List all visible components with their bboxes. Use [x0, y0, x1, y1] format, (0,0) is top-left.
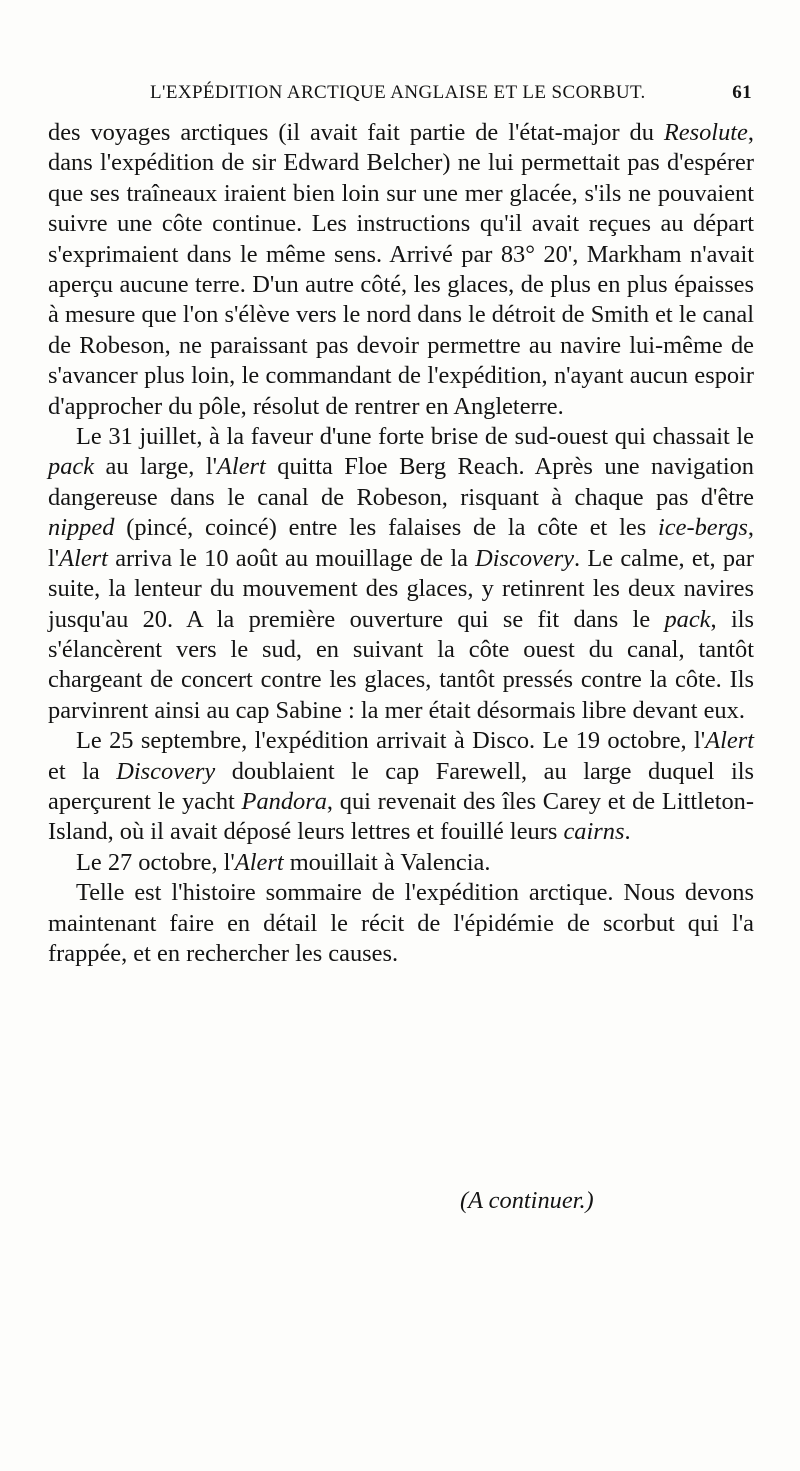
text-run: des voyages arctiques (il avait fait partie de l'état-major du — [48, 119, 664, 146]
text-run: mouillait à Valencia. — [283, 848, 491, 876]
italic-text: nipped — [48, 514, 115, 542]
running-title: L'EXPÉDITION ARCTIQUE ANGLAISE ET LE SCORBUT. — [150, 82, 646, 103]
page-number: 61 — [732, 82, 752, 103]
text-run: , qui revenait des îles Carey et de Littleton-Island, où il avait déposé leurs lettres et fouillé leurs — [48, 787, 754, 846]
text-run: , dans l'expédition de sir Edward Belcher) ne lui permettait pas d'espérer que ses traîneaux iraient bien loin sur une mer glacée, s'ils ne pouvaient suivre une côte continue. Les instructions qu'il avait reçues au départ s'exprimaient dans le même sens. Arrivé par 83° 20', Markham n'avait aperçu aucune terre. D'un autre côté, les glaces, de plus en plus épaisses à mesure que l'on s'élève vers le nord dans le détroit de Smith et le canal de Robeson, ne paraissant pas devoir permettre au navire lui-même de s'avancer plus loin, le commandant de l'expédition, n'ayant aucun espoir d'approcher du pôle, résolut de rentrer en Angleterre. — [48, 119, 754, 420]
paragraph-4 — [48, 848, 754, 878]
italic-text: Alert — [59, 544, 108, 572]
body-text — [48, 118, 754, 969]
paragraph-3 — [48, 726, 754, 848]
italic-text: ice-bergs — [658, 514, 748, 542]
italic-text: Discovery — [116, 757, 216, 785]
text-run: . — [624, 818, 631, 846]
italic-text: Discovery — [475, 544, 575, 572]
text-run: et la — [48, 757, 117, 785]
to-be-continued: (A continuer.) — [460, 1187, 594, 1214]
text-run: arriva le 10 août au mouillage de la — [107, 544, 476, 572]
paragraph-1 — [48, 118, 754, 422]
italic-text: pack — [48, 453, 95, 481]
text-run: . Le calme, et, par suite, la lenteur du mouvement des glaces, y retinrent les deux navires jusqu'au 20. A la première ouverture qui se fit dans le — [48, 544, 754, 633]
italic-text: Alert — [217, 453, 266, 481]
italic-text: Alert — [705, 727, 754, 755]
italic-text: Resolute — [663, 119, 748, 146]
text-run: Le 25 septembre, l'expédition arrivait à Disco. Le 19 octobre, l' — [76, 727, 706, 755]
paragraph-2 — [48, 422, 754, 726]
text-run: au large, l' — [94, 453, 218, 481]
italic-text: cairns — [563, 818, 625, 846]
text-run: quitta Floe Berg Reach. Après une navigation dangereuse dans le canal de Robeson, risquant à chaque pas d'être — [48, 453, 754, 511]
italic-text: Alert — [234, 848, 284, 876]
text-run: (pincé, coincé) entre les falaises de la côte et les — [114, 514, 659, 542]
text-run: Le 31 juillet, à la faveur d'une forte brise de sud-ouest qui chassait le — [76, 423, 754, 451]
text-run: , ils s'élancèrent vers le sud, en suivant la côte ouest du canal, tantôt chargeant de concert contre les glaces, tantôt pressés contre la côte. Ils parvinrent ainsi au cap Sabine : la mer était désormais libre devant eux. — [48, 605, 754, 724]
text-run: , l' — [48, 514, 754, 572]
text-run: doublaient le cap Farewell, au large duquel ils aperçurent le yacht — [48, 757, 755, 815]
italic-text: pack — [664, 605, 711, 633]
text-run: Telle est l'histoire sommaire de l'expédition arctique. Nous devons maintenant faire en détail le récit de l'épidémie de scorbut qui l'a frappée, et en rechercher les causes. — [48, 879, 754, 967]
running-header — [52, 82, 752, 116]
text-run: Le 27 octobre, l' — [76, 848, 235, 876]
paragraph-5 — [48, 878, 754, 969]
italic-text: Pandora — [241, 787, 327, 815]
